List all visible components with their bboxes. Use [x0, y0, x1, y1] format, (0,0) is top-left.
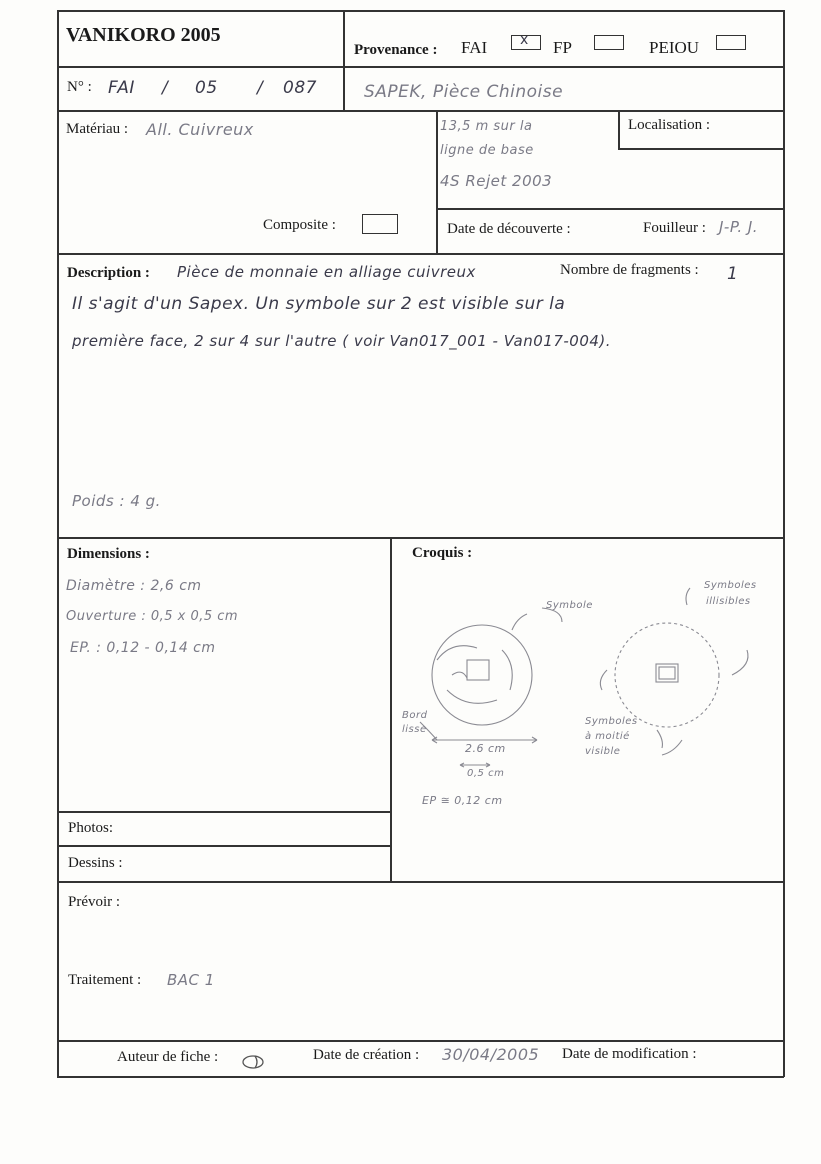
traitement-label: Traitement : — [68, 972, 142, 988]
auteur-label: Auteur de fiche : — [117, 1049, 219, 1065]
number-label: N° : — [67, 79, 92, 95]
number-separator-1: / — [162, 78, 169, 98]
dimension-ep[interactable]: EP. : 0,12 - 0,14 cm — [70, 640, 216, 656]
composite-label: Composite : — [263, 217, 336, 233]
dessins-label: Dessins : — [68, 855, 123, 871]
coin-face-1 — [432, 625, 532, 725]
provenance-fai-label: FAI — [461, 38, 488, 57]
provenance-fai-checkbox[interactable] — [511, 32, 541, 50]
poids-value[interactable]: Poids : 4 g. — [72, 492, 161, 510]
checkbox-mark: x — [520, 32, 529, 48]
auteur-signature — [241, 1053, 267, 1071]
sketch-label-symbole: Symbole — [546, 600, 593, 611]
coin-face-2 — [615, 623, 719, 727]
fragments-label: Nombre de fragments : — [560, 262, 699, 278]
fouilleur-value[interactable]: J-P. J. — [719, 218, 759, 236]
description-value[interactable]: Pièce de monnaie en alliage cuivreux — [177, 263, 476, 281]
sketch-dimension-diametre: 2.6 cm — [465, 742, 506, 755]
composite-checkbox[interactable] — [362, 214, 398, 234]
description-line-2[interactable]: Il s'agit d'un Sapex. Un symbole sur 2 est visible sur la — [72, 294, 566, 314]
date-creation-label: Date de création : — [313, 1047, 420, 1063]
croquis-label: Croquis : — [412, 545, 473, 561]
sketch-label-symboles-moitie-2: à moitié — [585, 731, 630, 742]
photos-label: Photos: — [68, 820, 114, 836]
number-part-3[interactable]: 087 — [283, 78, 317, 98]
description-label: Description : — [67, 265, 150, 281]
prevoir-label: Prévoir : — [68, 894, 121, 910]
coin-face-1-hole — [467, 660, 489, 680]
sketch-label-bord-2: lisse — [402, 724, 427, 735]
sketch-label-bord-1: Bord — [402, 710, 428, 721]
description-line-3[interactable]: première face, 2 sur 4 sur l'autre ( voir Van017_001 - Van017-004). — [72, 332, 612, 350]
provenance-fp-label: FP — [553, 38, 572, 57]
sketch-dimension-ep: EP ≅ 0,12 cm — [422, 794, 503, 807]
position-line-1[interactable]: 13,5 m sur la — [440, 119, 533, 134]
provenance-label: Provenance : — [354, 42, 438, 58]
object-designation[interactable]: SAPEK, Pièce Chinoise — [364, 82, 564, 102]
materiau-label: Matériau : — [66, 121, 129, 137]
materiau-value[interactable]: All. Cuivreux — [146, 120, 254, 139]
sketch-label-symboles-moitie-1: Symboles — [585, 716, 638, 727]
fragments-value[interactable]: 1 — [727, 264, 739, 284]
number-separator-2: / — [257, 78, 264, 98]
date-modification-label: Date de modification : — [562, 1046, 697, 1062]
form-title: VANIKORO 2005 — [66, 24, 221, 46]
date-creation-value[interactable]: 30/04/2005 — [442, 1045, 540, 1064]
provenance-peiou-label: PEIOU — [649, 38, 700, 57]
number-part-2[interactable]: 05 — [195, 78, 218, 98]
date-decouverte-label: Date de découverte : — [447, 221, 571, 237]
provenance-fp-checkbox[interactable] — [594, 35, 624, 50]
dimensions-label: Dimensions : — [67, 546, 150, 562]
number-part-1[interactable]: FAI — [108, 78, 135, 98]
dimension-diametre[interactable]: Diamètre : 2,6 cm — [66, 578, 202, 594]
dimension-ouverture[interactable]: Ouverture : 0,5 x 0,5 cm — [66, 609, 239, 624]
sketch-dimension-ouverture: 0,5 cm — [467, 768, 505, 779]
position-line-2[interactable]: ligne de base — [440, 143, 534, 158]
provenance-peiou-checkbox[interactable] — [716, 35, 746, 50]
sketch-label-symboles-illisibles-2: illisibles — [706, 596, 751, 607]
localisation-label: Localisation : — [628, 117, 711, 133]
fouilleur-label: Fouilleur : — [643, 220, 706, 236]
position-line-3[interactable]: 4S Rejet 2003 — [440, 172, 553, 190]
sketch-label-symboles-illisibles-1: Symboles — [704, 580, 757, 591]
traitement-value[interactable]: BAC 1 — [167, 971, 215, 989]
sketch-label-symboles-moitie-3: visible — [585, 746, 621, 757]
